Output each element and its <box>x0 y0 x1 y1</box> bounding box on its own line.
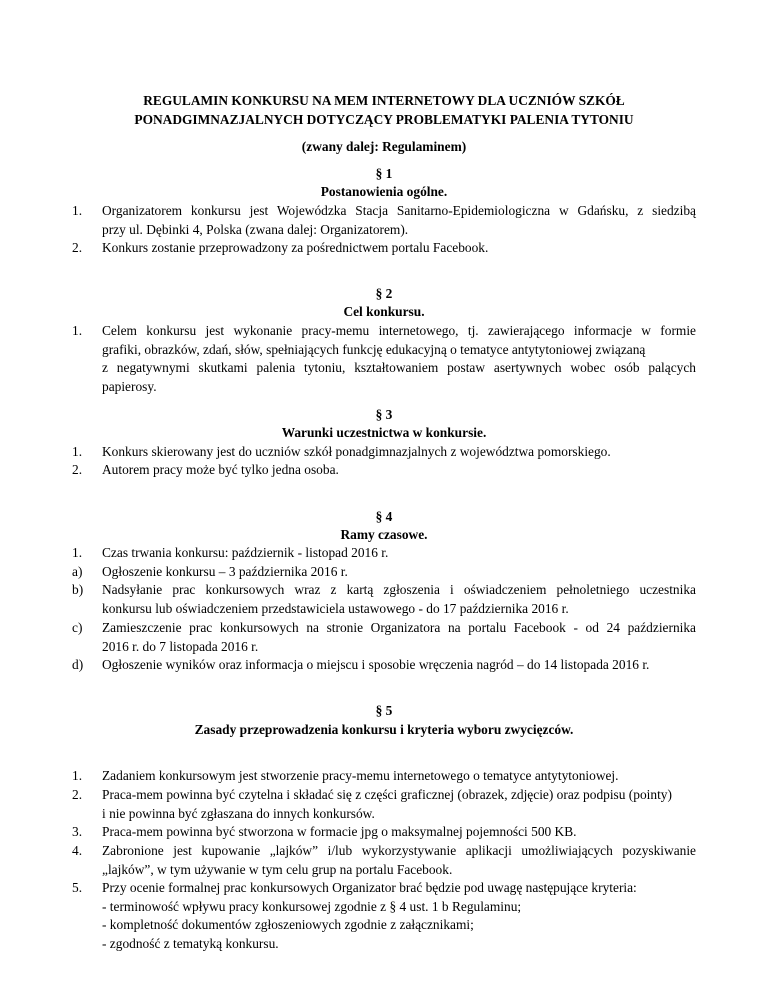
section-4-number: § 4 <box>375 509 393 524</box>
list-item-text: Zamieszczenie prac konkursowych na stronie Organizatora na portalu Facebook - od 24 października <box>102 620 696 635</box>
list-item-text: Praca-mem powinna być stworzona w formacie jpg o maksymalnej pojemności 500 KB. <box>102 824 577 839</box>
list-item-text: Organizatorem konkursu jest Wojewódzka Stacja Sanitarno-Epidemiologiczna w Gdańsku, z siedzibą <box>102 203 696 218</box>
list-item-text: Konkurs skierowany jest do uczniów szkół ponadgimnazjalnych z województwa pomorskiego. <box>102 444 611 459</box>
list-item-text: Nadsyłanie prac konkursowych wraz z kartą zgłoszenia i oświadczeniem pełnoletniego uczestnika <box>102 582 696 597</box>
section-1-number: § 1 <box>375 166 393 181</box>
section-5-number: § 5 <box>375 703 393 718</box>
list-item-text: - zgodność z tematyką konkursu. <box>102 935 279 951</box>
list-item-text: Praca-mem powinna być czytelna i składać się z części graficznej (obrazek, zdjęcie) oraz podpisu (pointy) <box>102 787 672 802</box>
section-3-number: § 3 <box>375 407 393 422</box>
list-item-text: Zadaniem konkursowym jest stworzenie pracy-memu internetowego o tematyce antytytoniowej. <box>102 768 619 783</box>
list-item-text: Przy ocenie formalnej prac konkursowych Organizator brać będzie pod uwagę następujące kryteria: <box>102 880 637 895</box>
document-title-line-2: PONADGIMNAZJALNYCH DOTYCZĄCY PROBLEMATYKI PALENIA TYTONIU <box>134 112 634 127</box>
section-3-heading: Warunki uczestnictwa w konkursie. <box>281 425 487 440</box>
list-marker: 1. <box>72 444 83 459</box>
list-item-text: i nie powinna być zgłaszana do innych konkursów. <box>102 805 375 821</box>
list-marker: 2. <box>72 462 83 477</box>
list-item-text: Zabronione jest kupowanie „lajków” i/lub wykorzystywanie aplikacji umożliwiających pozyskiwanie <box>102 843 696 858</box>
list-item-text: przy ul. Dębinki 4, Polska (zwana dalej: Organizatorem). <box>102 221 409 237</box>
section-2-number: § 2 <box>375 286 393 301</box>
list-item-text: „lajków”, w tym używanie w tym celu grup na portalu Facebook. <box>102 861 453 877</box>
list-marker: 1. <box>72 545 83 560</box>
section-4-heading: Ramy czasowe. <box>340 527 428 542</box>
section-1-heading: Postanowienia ogólne. <box>320 184 448 199</box>
section-2-heading: Cel konkursu. <box>343 304 425 319</box>
list-item-text: Ogłoszenie wyników oraz informacja o miejscu i sposobie wręczenia nagród – do 14 listopada 2016 r. <box>102 657 650 672</box>
list-item-text: Ogłoszenie konkursu – 3 października 2016 r. <box>102 564 348 579</box>
list-marker: 3. <box>72 824 83 839</box>
list-marker: 1. <box>72 203 83 218</box>
list-item-text: grafiki, obrazków, zdań, słów, spełniających funkcję edukacyjną o tematyce antytytoniowej związaną <box>102 341 646 357</box>
list-item-text: Autorem pracy może być tylko jedna osoba. <box>102 462 339 477</box>
list-marker: 2. <box>72 240 83 255</box>
list-item-text: - kompletność dokumentów zgłoszeniowych zgodnie z załącznikami; <box>102 917 474 933</box>
list-item-text: papierosy. <box>102 378 157 394</box>
list-item-text: konkursu lub oświadczeniem przedstawiciela ustawowego - do 17 października 2016 r. <box>102 600 569 616</box>
list-item-text: - terminowość wpływu pracy konkursowej zgodnie z § 4 ust. 1 b Regulaminu; <box>102 898 522 914</box>
list-item-text: z negatywnymi skutkami palenia tytoniu, kształtowaniem postaw asertywnych wobec osób palących <box>102 360 696 376</box>
list-marker: c) <box>72 620 83 635</box>
list-marker: 2. <box>72 787 83 802</box>
list-marker: 1. <box>72 323 83 338</box>
list-marker: 1. <box>72 768 83 783</box>
list-item-text: Czas trwania konkursu: październik - listopad 2016 r. <box>102 545 389 560</box>
list-marker: 4. <box>72 843 83 858</box>
document-subtitle: (zwany dalej: Regulaminem) <box>301 139 467 154</box>
list-item-text: Konkurs zostanie przeprowadzony za pośrednictwem portalu Facebook. <box>102 240 489 255</box>
section-5-heading: Zasady przeprowadzenia konkursu i kryteria wyboru zwycięzców. <box>194 722 574 737</box>
list-marker: d) <box>72 657 84 672</box>
list-item-text: 2016 r. do 7 listopada 2016 r. <box>102 638 259 654</box>
list-marker: a) <box>72 564 83 579</box>
document-title-line-1: REGULAMIN KONKURSU NA MEM INTERNETOWY DLA UCZNIÓW SZKÓŁ <box>143 93 625 108</box>
list-marker: 5. <box>72 880 83 895</box>
list-marker: b) <box>72 582 84 597</box>
list-item-text: Celem konkursu jest wykonanie pracy-memu internetowego, tj. zawierającego informacje w formie <box>102 323 696 338</box>
